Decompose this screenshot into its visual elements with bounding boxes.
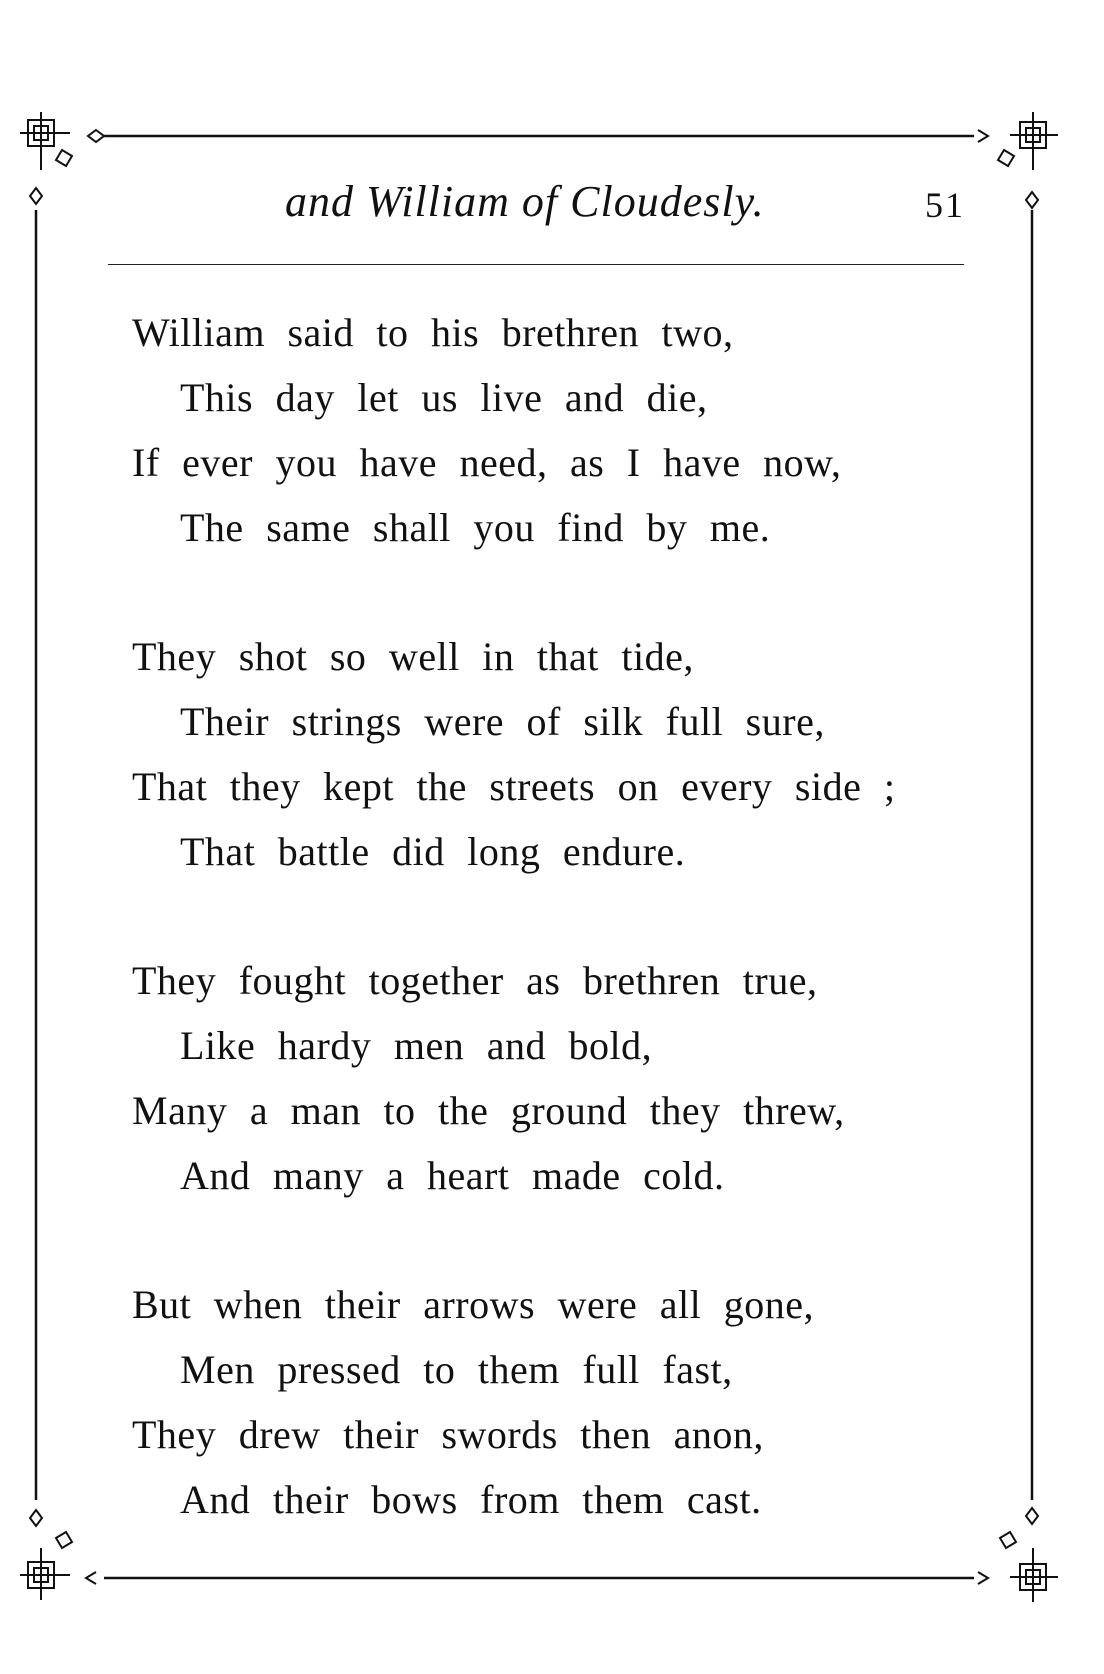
verse-line: Their strings were of silk full sure, <box>180 699 825 744</box>
verse-line: That they kept the streets on every side ; <box>132 764 896 809</box>
verse-line: Like hardy men and bold, <box>180 1023 653 1068</box>
corner-ornament-icon <box>978 1508 1058 1602</box>
page-header <box>0 176 1104 236</box>
page-number: 51 <box>925 185 965 225</box>
verse-line: And many a heart made cold. <box>180 1153 725 1198</box>
corner-ornament-icon <box>20 1510 96 1600</box>
verse-line: That battle did long endure. <box>180 829 686 874</box>
stanza <box>132 948 972 1208</box>
verse-line: This day let us live and die, <box>180 375 708 420</box>
verse-line: If ever you have need, as I have now, <box>132 440 842 485</box>
verse-line: William said to his brethren two, <box>132 310 734 355</box>
stanza <box>132 300 972 560</box>
poem-body <box>132 300 972 1596</box>
verse-line: But when their arrows were all gone, <box>132 1282 815 1327</box>
verse-line: The same shall you find by me. <box>180 505 771 550</box>
verse-line: They fought together as brethren true, <box>132 958 818 1003</box>
header-rule <box>108 264 964 265</box>
verse-line: They shot so well in that tide, <box>132 634 694 679</box>
verse-line: And their bows from them cast. <box>180 1477 762 1522</box>
stanza <box>132 624 972 884</box>
verse-line: Many a man to the ground they threw, <box>132 1088 845 1133</box>
verse-line: They drew their swords then anon, <box>132 1412 764 1457</box>
verse-line: Men pressed to them full fast, <box>180 1347 733 1392</box>
running-title: and William of Cloudesly. <box>285 177 765 226</box>
stanza <box>132 1272 972 1532</box>
